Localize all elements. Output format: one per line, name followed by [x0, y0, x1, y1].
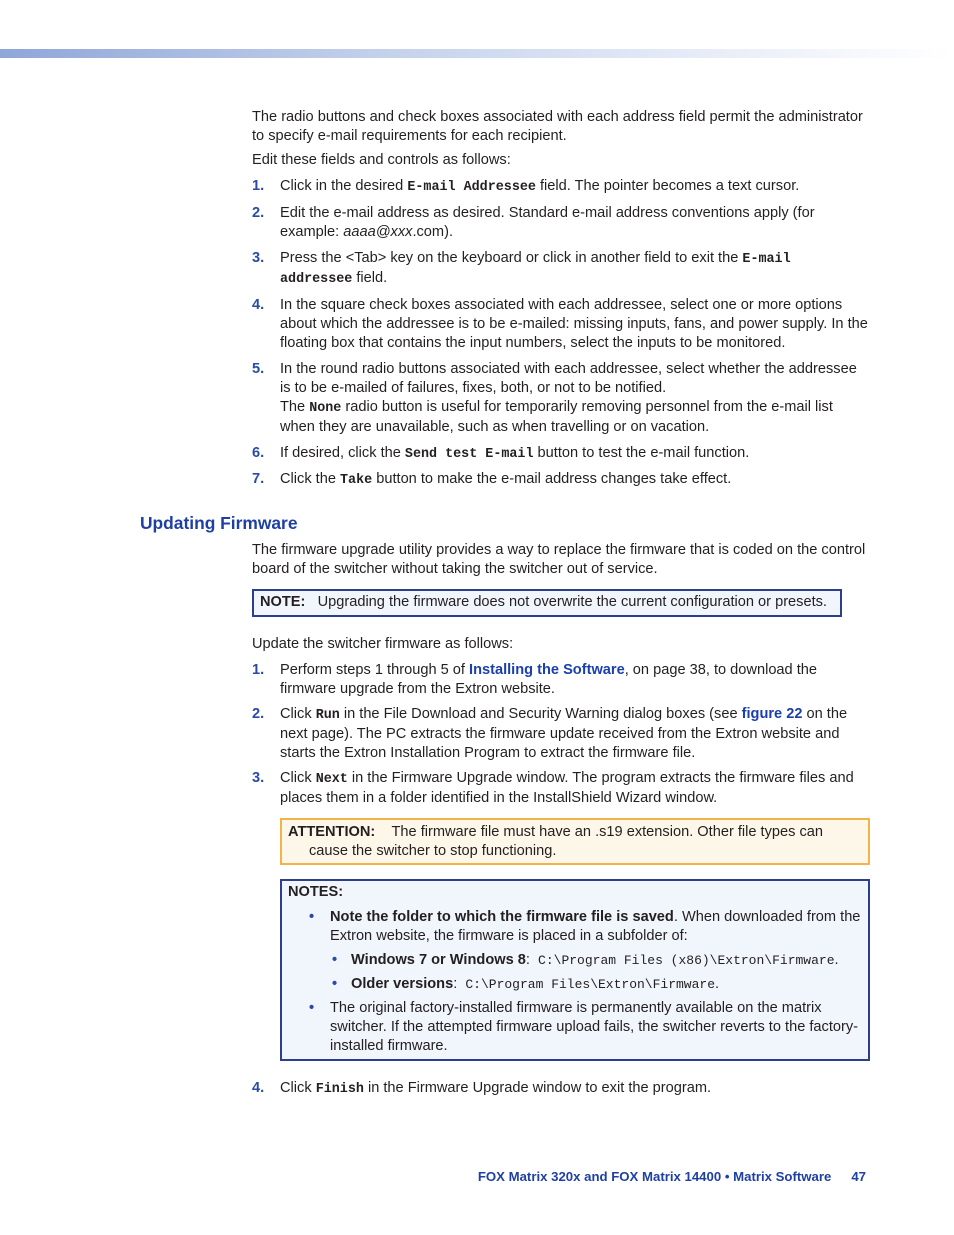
email-step-2: 2. Edit the e-mail address as desired. Standard e-mail address conventions apply (for example: aaaa@xxx.com). [252, 205, 815, 240]
email-step-1: 1. Click in the desired E-mail Addressee field. The pointer becomes a text cursor. [252, 178, 800, 195]
page-content [252, 108, 870, 490]
intro-paragraph: The radio buttons and check boxes associated with each address field permit the administrator to specify e-mail requirements for each recipient. [252, 109, 863, 144]
section-lead: Update the switcher firmware as follows: [252, 636, 514, 652]
attention-text: The firmware file must have an .s19 extension. Other file types can cause the switcher to stop functioning. [309, 824, 824, 859]
notes-subitem-win7: • Windows 7 or Windows 8: C:\Program Files (x86)\Extron\Firmware. [351, 951, 862, 970]
page-footer [478, 1167, 866, 1186]
notes-item-folder: • Note the folder to which the firmware file is saved. When downloaded from the Extron website, the firmware is placed in a subfolder of: • Windows 7 or Windows 8: C:\Program Files (x86)\Extron\Firmware. • Older versions: C:\Program Files\Extron\Firmware. [330, 908, 862, 994]
email-step-5: 5. In the round radio buttons associated with each addressee, select whether the addressee is to be e-mailed of failures, fixes, both, or not to be notified. The None radio button is useful for temporarily removing personnel from the e-mail list when they are unavailable, such as when travelling or on vacation. [252, 361, 857, 435]
header-gradient-bar [0, 49, 954, 58]
firmware-step-2: 2. Click Run in the File Download and Security Warning dialog boxes (see figure 22 on the next page). The PC extracts the firmware update received from the Extron website and starts the Extron Installation Program to extract the firmware file. [252, 706, 848, 761]
notes-list [288, 908, 862, 1056]
notes-label: NOTES: [288, 884, 344, 900]
note-text: Upgrading the firmware does not overwrite the current configuration or presets. [317, 594, 827, 610]
note-box [252, 589, 842, 617]
attention-label: ATTENTION: [288, 824, 376, 840]
email-step-7: 7. Click the Take button to make the e-mail address changes take effect. [252, 471, 732, 488]
intro-lead: Edit these fields and controls as follows: [252, 152, 511, 168]
firmware-step-1: 1. Perform steps 1 through 5 of Installing the Software, on page 38, to download the firmware upgrade from the Extron website. [252, 662, 818, 697]
attention-box [280, 818, 870, 865]
firmware-steps-list [252, 661, 870, 1099]
firmware-step-3: 3. Click Next in the Firmware Upgrade window. The program extracts the firmware files and places them in a folder identified in the InstallShield Wizard window. ATTENTION: The firmware file must have an .s19 extension. Other file types can cause the switcher to stop functioning. NOTES: • Note the folder to which the firmware file is saved. When downloaded from the Extron website, the firmware is placed in a subfolder of: • Windows 7 or Windows 8: C:\Program Files (x86)\Extron\Firmware. • Older versions: C:\Program Files\Extron\Firmware. • The original factory-installed firmware is permanently available on the matrix switcher. If the attempted firmware upload fails, the switcher reverts to the factory-installed firmware. [252, 769, 870, 1061]
footer-title: FOX Matrix 320x and FOX Matrix 14400 • Matrix Software [477, 1169, 832, 1184]
firmware-section [252, 541, 870, 1099]
section-intro: The firmware upgrade utility provides a way to replace the firmware that is coded on the control board of the switcher without taking the switcher out of service. [252, 542, 866, 577]
notes-box [280, 879, 870, 1061]
firmware-step-4: 4. Click Finish in the Firmware Upgrade window to exit the program. [252, 1080, 712, 1097]
note-label: NOTE: [260, 594, 306, 610]
page-number: 47 [851, 1169, 866, 1184]
notes-subitem-older: • Older versions: C:\Program Files\Extron\Firmware. [351, 975, 862, 994]
email-step-3: 3. Press the <Tab> key on the keyboard or click in another field to exit the E-mail addressee field. [252, 250, 791, 287]
email-step-6: 6. If desired, click the Send test E-mail button to test the e-mail function. [252, 445, 750, 462]
email-step-4: 4. In the square check boxes associated with each addressee, select one or more options about which the addressee is to be e-mailed: missing inputs, fans, and power supply. In the floating box that contains the input numbers, select the inputs to be monitored. [252, 297, 868, 351]
figure-22-link[interactable]: figure 22 [741, 706, 803, 722]
email-steps-list [252, 177, 870, 490]
notes-sublist [330, 951, 862, 994]
section-heading: Updating Firmware [140, 513, 298, 533]
notes-item-factory: • The original factory-installed firmware is permanently available on the matrix switcher. If the attempted firmware upload fails, the switcher reverts to the factory-installed firmware. [330, 999, 862, 1056]
installing-software-link[interactable]: Installing the Software [469, 662, 625, 678]
